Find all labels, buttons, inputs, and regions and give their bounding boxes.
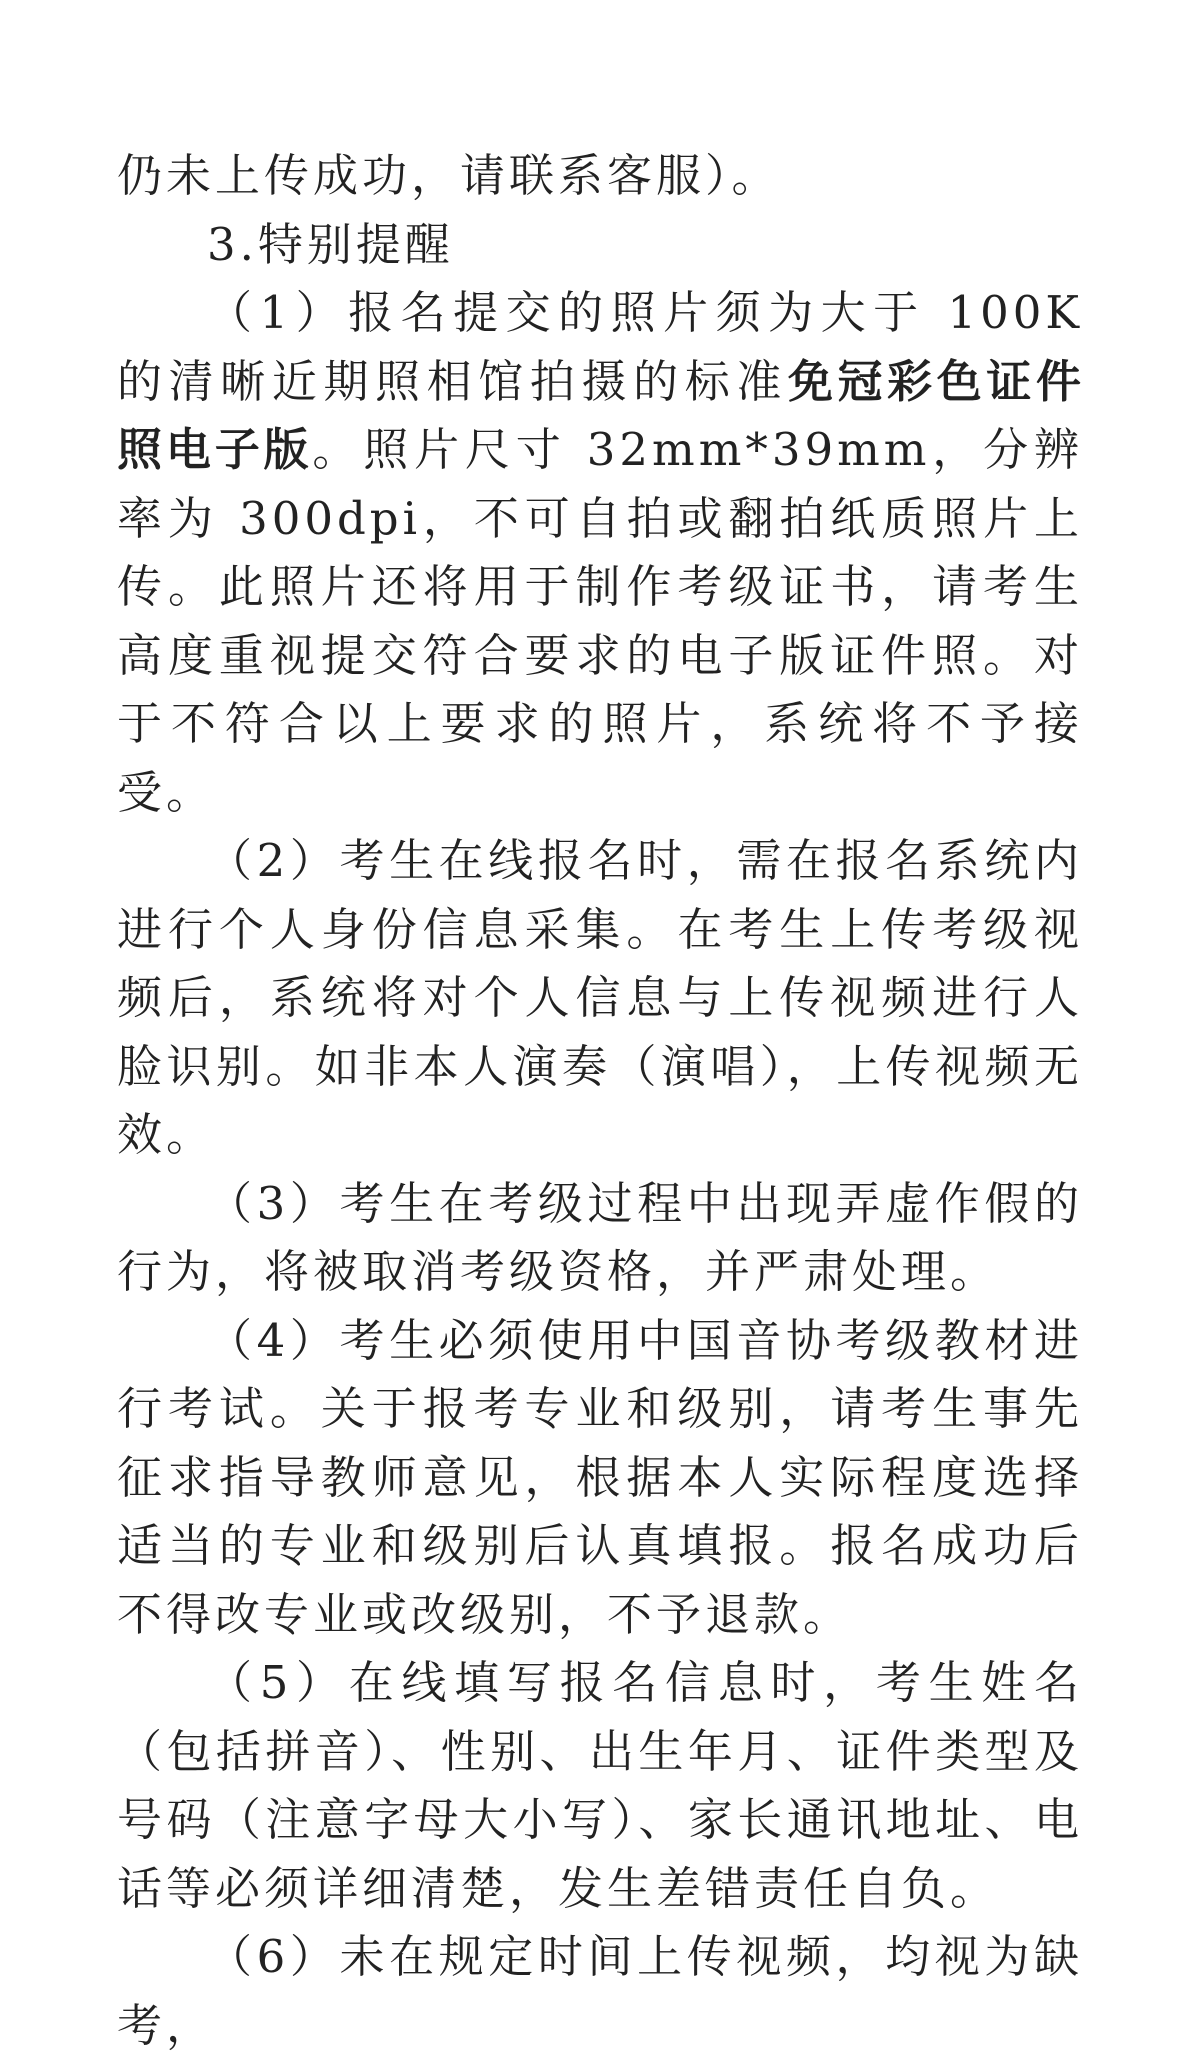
paragraph-text: （1）报名提交的照片须为大于 100K 的清晰近期照相馆拍摄的标准	[117, 286, 1083, 408]
section-heading: 3.特别提醒	[207, 217, 454, 271]
paragraph-item-4: （4）考生必须使用中国音协考级教材进行考试。关于报考专业和级别，请考生事先征求指导教师意见，根据本人实际程度选择适当的专业和级别后认真填报。报名成功后不得改专业或改级别，不予退款。	[117, 1313, 1083, 1641]
paragraph-item-6: （6）未在规定时间上传视频，均视为缺考，	[117, 1930, 1083, 2052]
emphasized-text: 免冠彩色证件照电子版	[117, 354, 1083, 476]
paragraph-text: 。照片尺寸 32mm*39mm，分辨率为 300dpi，不可自拍或翻拍纸质照片上传。此照片还将用于制作考级证书，请考生高度重视提交符合要求的电子版证件照。对于不符合以上要求的照片，系统将不予接受。	[117, 423, 1083, 819]
paragraph-continuation: 仍未上传成功，请联系客服）。	[117, 149, 781, 202]
paragraph-item-2: （2）考生在线报名时，需在报名系统内进行个人身份信息采集。在考生上传考级视频后，系统将对个人信息与上传视频进行人脸识别。如非本人演奏（演唱），上传视频无效。	[117, 834, 1083, 1161]
document-page	[117, 142, 1083, 2060]
paragraph-item-5: （5）在线填写报名信息时，考生姓名（包括拼音）、性别、出生年月、证件类型及号码（注意字母大小写）、家长通讯地址、电话等必须详细清楚，发生差错责任自负。	[117, 1656, 1083, 1915]
paragraph-item-3: （3）考生在考级过程中出现弄虚作假的行为，将被取消考级资格，并严肃处理。	[117, 1176, 1083, 1298]
paragraph-item-1	[117, 279, 1083, 827]
